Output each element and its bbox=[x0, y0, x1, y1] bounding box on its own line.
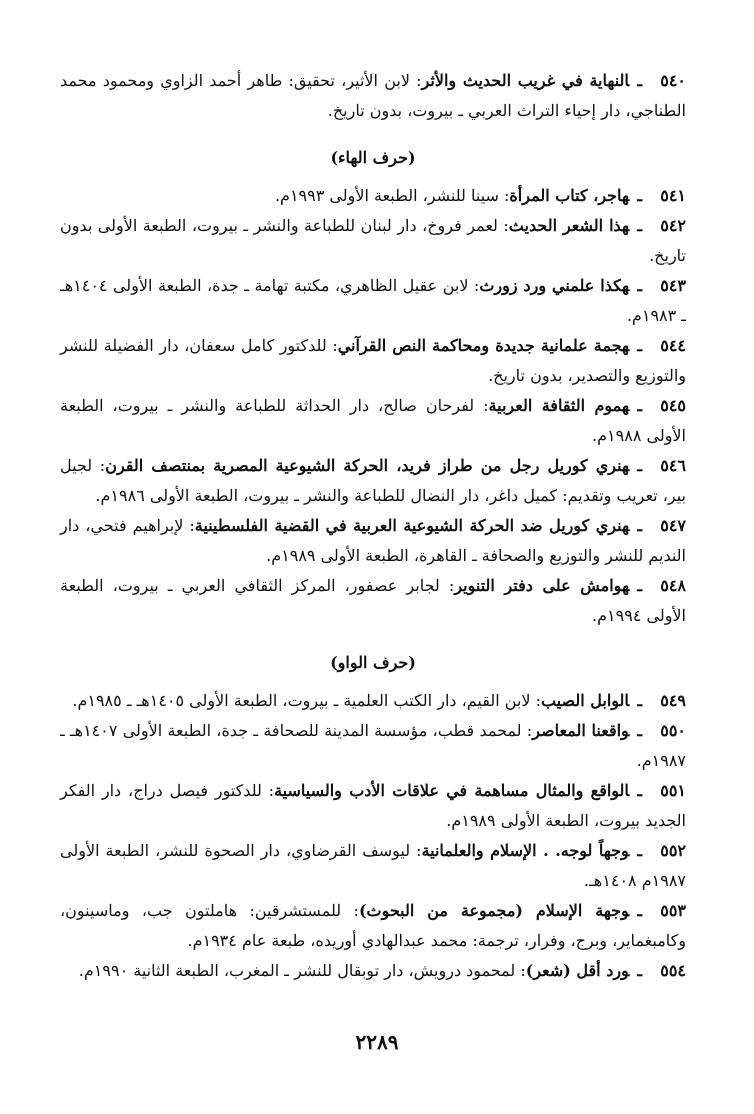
entry-title: واقعنا المعاصر bbox=[532, 721, 630, 740]
entry-number: ٥٤١ bbox=[660, 186, 686, 205]
entry-details: : لابن القيم، دار الكتب العلمية ـ بيروت، الطبعة الأولى ١٤٠٥هـ ـ ١٩٨٥م. bbox=[72, 691, 541, 710]
bibliography-page bbox=[60, 66, 686, 1064]
entry-number: ٥٥٠ bbox=[660, 721, 686, 740]
entry-details: : لابن الأثير، تحقيق: طاهر أحمد الزاوي ومحمود محمد الطناجي، دار إحياء التراث العربي ـ بيروت، بدون تاريخ. bbox=[60, 71, 686, 120]
entry-number: ٥٤٧ bbox=[660, 516, 687, 535]
page-number: ٢٢٨٩ bbox=[355, 1030, 399, 1054]
entry-number: ٥٤٤ bbox=[660, 336, 686, 355]
bibliography-entry: ٥٤٨ـهوامش على دفتر التنوير: لجابر عصفور، المركز الثقافي العربي ـ بيروت، الطبعة الأولى ١٩٩٤م. bbox=[60, 571, 686, 631]
bibliography-entry: ٥٤٥ـهموم الثقافة العربية: لفرحان صالح، دار الحداثة للطباعة والنشر ـ بيروت، الطبعة الأولى ١٩٨٨م. bbox=[60, 391, 686, 451]
bibliography-entry: ٥٥٤ـورد أقل (شعر): لمحمود درويش، دار توبقال للنشر ـ المغرب، الطبعة الثانية ١٩٩٠م. bbox=[60, 956, 686, 986]
entry-details: : سينا للنشر، الطبعة الأولى ١٩٩٣م. bbox=[274, 186, 510, 205]
entry-title: هنري كوريل ضد الحركة الشيوعية العربية في القضية الفلسطينية bbox=[194, 516, 630, 535]
entry-number: ٥٥٣ bbox=[660, 901, 686, 920]
entry-number: ٥٥١ bbox=[660, 781, 686, 800]
bibliography-entry: ٥٤٩ـالوابل الصيب: لابن القيم، دار الكتب العلمية ـ بيروت، الطبعة الأولى ١٤٠٥هـ ـ ١٩٨٥م. bbox=[60, 686, 686, 716]
entry-title: هاجر، كتاب المرأة bbox=[509, 186, 630, 205]
entry-details: : لمحمد قطب، مؤسسة المدينة للصحافة ـ جدة، الطبعة الأولى ١٤٠٧هـ ـ ١٩٨٧م. bbox=[60, 721, 686, 770]
entry-title: وجهاً لوجه. . الإسلام والعلمانية bbox=[421, 841, 630, 860]
entry-details: : لإبراهيم فتحي، دار النديم للنشر والتوزيع والصحافة ـ القاهرة، الطبعة الأولى ١٩٨٩م. bbox=[60, 516, 686, 565]
entry-title: هجمة علمانية جديدة ومحاكمة النص القرآني bbox=[337, 336, 630, 355]
entry-title: هوامش على دفتر التنوير bbox=[454, 576, 630, 595]
bibliography-entry: ٥٥١ـالواقع والمثال مساهمة في علاقات الأدب والسياسية: للدكتور فيصل دراج، دار الفكر الجديد بيروت، الطبعة الأولى ١٩٨٩م. bbox=[60, 776, 686, 836]
entry-number: ٥٤٥ bbox=[660, 396, 686, 415]
entry-title: هنري كوريل رجل من طراز فريد، الحركة الشيوعية المصرية بمنتصف القرن bbox=[105, 456, 630, 475]
bibliography-entry: ٥٤١ـهاجر، كتاب المرأة: سينا للنشر، الطبعة الأولى ١٩٩٣م. bbox=[60, 181, 686, 211]
entry-title: وجهة الإسلام (مجموعة من البحوث) bbox=[358, 901, 630, 920]
bibliography-entry: ٥٤٦ـهنري كوريل رجل من طراز فريد، الحركة الشيوعية المصرية بمنتصف القرن: لجيل بير، تعريب وتقديم: كميل داغر، دار النضال للطباعة والنشر ـ بيروت، الطبعة الأولى ١٩٨٦م. bbox=[60, 451, 686, 511]
entry-details: : لجيل بير، تعريب وتقديم: كميل داغر، دار النضال للطباعة والنشر ـ بيروت، الطبعة الأولى ١٩٨٦م. bbox=[60, 456, 686, 505]
entry-title: النهاية في غريب الحديث والأثر bbox=[421, 71, 630, 90]
entry-title: الواقع والمثال مساهمة في علاقات الأدب والسياسية bbox=[274, 781, 630, 800]
entry-details: : للدكتور كامل سعفان، دار الفضيلة للنشر والتوزيع والتصدير، بدون تاريخ. bbox=[60, 336, 686, 385]
entry-title: هكذا علمني ورد زورث bbox=[479, 276, 630, 295]
bibliography-entry: ٥٤٢ـهذا الشعر الحديث: لعمر فروخ، دار لبنان للطباعة والنشر ـ بيروت، الطبعة الأولى بدون تاريخ. bbox=[60, 211, 686, 271]
entry-details: : لمحمود درويش، دار توبقال للنشر ـ المغرب، الطبعة الثانية ١٩٩٠م. bbox=[78, 961, 526, 980]
entry-title: ورد أقل (شعر) bbox=[525, 961, 630, 980]
entry-details: : لجابر عصفور، المركز الثقافي العربي ـ بيروت، الطبعة الأولى ١٩٩٤م. bbox=[60, 576, 686, 625]
entry-details: : للدكتور فيصل دراج، دار الفكر الجديد بيروت، الطبعة الأولى ١٩٨٩م. bbox=[60, 781, 686, 830]
entry-title: الوابل الصيب bbox=[540, 691, 630, 710]
bibliography-entry: ٥٥٠ـواقعنا المعاصر: لمحمد قطب، مؤسسة المدينة للصحافة ـ جدة، الطبعة الأولى ١٤٠٧هـ ـ ١٩٨٧م. bbox=[60, 716, 686, 776]
bibliography-entry: ٥٥٢ـوجهاً لوجه. . الإسلام والعلمانية: ليوسف القرضاوي، دار الصحوة للنشر، الطبعة الأولى ١٩٨٧م ١٤٠٨هـ. bbox=[60, 836, 686, 896]
entry-number: ٥٤٠ bbox=[660, 71, 686, 90]
entry-details: : لعمر فروخ، دار لبنان للطباعة والنشر ـ بيروت، الطبعة الأولى بدون تاريخ. bbox=[60, 216, 686, 265]
bibliography-entry: ٥٥٣ـوجهة الإسلام (مجموعة من البحوث): للمستشرقين: هاملتون جب، وماسينون، وكامبغماير، وبرج، وفرار، ترجمة: محمد عبدالهادي أوريده، طبعة عام ١٩٣٤م. bbox=[60, 896, 686, 956]
entry-number: ٥٤٦ bbox=[660, 456, 686, 475]
section-heading: (حرف الواو) bbox=[330, 653, 416, 672]
entry-title: هذا الشعر الحديث bbox=[508, 216, 630, 235]
entry-details: : للمستشرقين: هاملتون جب، وماسينون، وكامبغماير، وبرج، وفرار، ترجمة: محمد عبدالهادي أوريده، طبعة عام ١٩٣٤م. bbox=[60, 901, 686, 950]
bibliography-entry: ٥٤٣ـهكذا علمني ورد زورث: لابن عقيل الظاهري، مكتبة تهامة ـ جدة، الطبعة الأولى ١٤٠٤هـ ـ ١٩٨٣م. bbox=[60, 271, 686, 331]
entry-number: ٥٥٢ bbox=[660, 841, 686, 860]
entry-details: : لفرحان صالح، دار الحداثة للطباعة والنشر ـ بيروت، الطبعة الأولى ١٩٨٨م. bbox=[60, 396, 686, 445]
entry-number: ٥٤٢ bbox=[660, 216, 686, 235]
entry-details: : ليوسف القرضاوي، دار الصحوة للنشر، الطبعة الأولى ١٩٨٧م ١٤٠٨هـ. bbox=[60, 841, 686, 890]
entry-number: ٥٥٤ bbox=[660, 961, 686, 980]
bibliography-entry: ٥٤٠ـالنهاية في غريب الحديث والأثر: لابن الأثير، تحقيق: طاهر أحمد الزاوي ومحمود محمد الطناجي، دار إحياء التراث العربي ـ بيروت، بدون تاريخ. bbox=[60, 66, 686, 126]
entry-details: : لابن عقيل الظاهري، مكتبة تهامة ـ جدة، الطبعة الأولى ١٤٠٤هـ ـ ١٩٨٣م. bbox=[60, 276, 686, 325]
bibliography-entry: ٥٤٤ـهجمة علمانية جديدة ومحاكمة النص القرآني: للدكتور كامل سعفان، دار الفضيلة للنشر والتوزيع والتصدير، بدون تاريخ. bbox=[60, 331, 686, 391]
entry-number: ٥٤٩ bbox=[660, 691, 686, 710]
entry-number: ٥٤٣ bbox=[660, 276, 686, 295]
entry-number: ٥٤٨ bbox=[660, 576, 687, 595]
entry-title: هموم الثقافة العربية bbox=[488, 396, 630, 415]
bibliography-entry: ٥٤٧ـهنري كوريل ضد الحركة الشيوعية العربية في القضية الفلسطينية: لإبراهيم فتحي، دار النديم للنشر والتوزيع والصحافة ـ القاهرة، الطبعة الأولى ١٩٨٩م. bbox=[60, 511, 686, 571]
section-heading: (حرف الهاء) bbox=[330, 148, 416, 167]
